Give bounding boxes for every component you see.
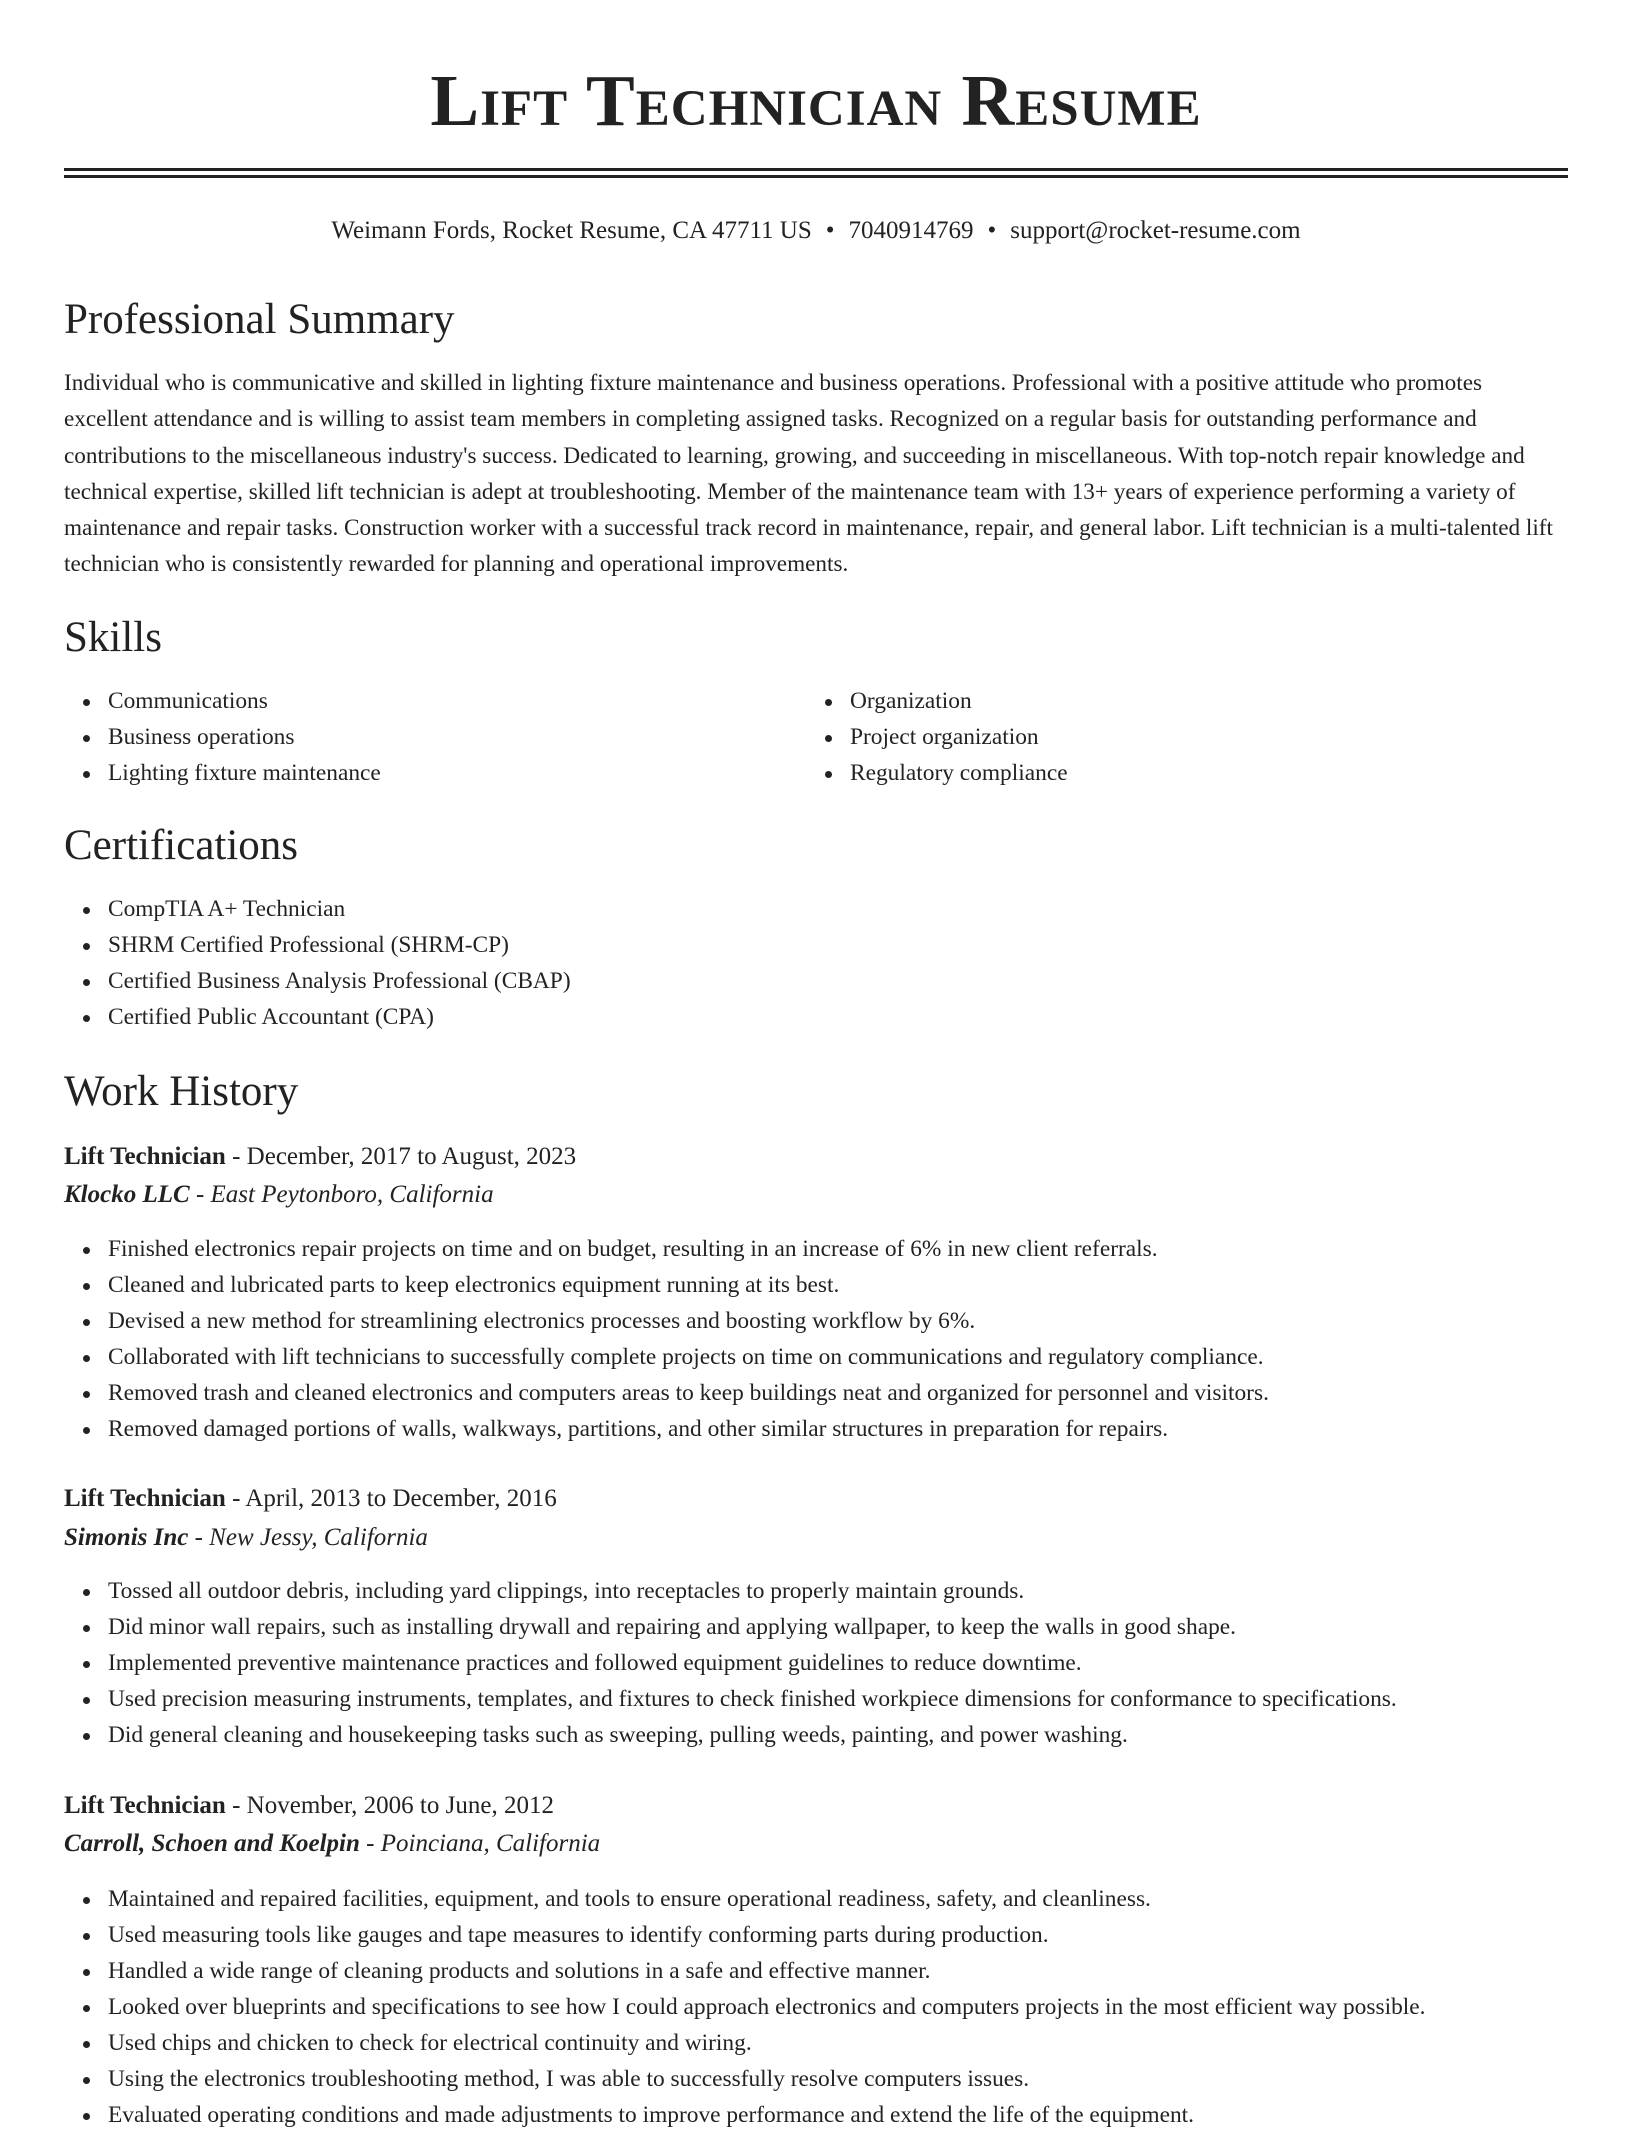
- certifications-heading: Certifications: [64, 822, 299, 869]
- job-dates: - April, 2013 to December, 2016: [225, 1485, 557, 1512]
- skill-item: Business operations: [64, 719, 381, 755]
- certification-item: Certified Public Accountant (CPA): [64, 999, 571, 1035]
- skills-list-right: [806, 683, 1068, 791]
- skill-item: Regulatory compliance: [806, 755, 1068, 791]
- job-title: Lift Technician: [64, 1485, 226, 1512]
- job-bullets: [64, 1231, 1269, 1447]
- job-employer-line: [64, 1826, 600, 1862]
- contact-separator: •: [987, 217, 997, 244]
- skills-heading: Skills: [64, 614, 162, 661]
- job-bullet: Did general cleaning and housekeeping tasks such as sweeping, pulling weeds, painting, and power washing.: [64, 1717, 1397, 1753]
- job-heading: [64, 1481, 557, 1517]
- job-dates: - December, 2017 to August, 2023: [225, 1143, 577, 1170]
- summary-text: Individual who is communicative and skilled in lighting fixture maintenance and business operations. Professional with a positive attitude who promotes excellent attendance and is willing to assist team members in completing assigned tasks. Recognized on a regular basis for outstanding performance and contributions to the miscellaneous industry's success. Dedicated to learning, growing, and succeeding in miscellaneous. With top-notch repair knowledge and technical expertise, skilled lift technician is adept at troubleshooting. Member of the maintenance team with 13+ years of experience performing a variety of maintenance and repair tasks. Construction worker with a successful track record in maintenance, repair, and general labor. Lift technician is a multi-talented lift technician who is consistently rewarded for planning and operational improvements.: [64, 370, 1553, 578]
- contact-line: [0, 214, 1632, 248]
- job-bullet: Devised a new method for streamlining electronics processes and boosting workflow by 6%.: [64, 1303, 1269, 1339]
- job-employer-line: [64, 1520, 428, 1556]
- job-bullet: Removed damaged portions of walls, walkways, partitions, and other similar structures in preparation for repairs.: [64, 1411, 1269, 1447]
- skill-item: Organization: [806, 683, 1068, 719]
- job-heading: [64, 1788, 554, 1824]
- contact-phone: 7040914769: [848, 217, 974, 244]
- job-bullet: Implemented preventive maintenance practices and followed equipment guidelines to reduce downtime.: [64, 1645, 1397, 1681]
- job-location: - East Peytonboro, California: [189, 1181, 494, 1208]
- job-heading: [64, 1139, 576, 1175]
- title-rule-bottom: [64, 175, 1568, 178]
- summary-heading: Professional Summary: [64, 296, 455, 343]
- job-bullet: Collaborated with lift technicians to successfully complete projects on time on communications and regulatory compliance.: [64, 1339, 1269, 1375]
- job-bullet: Tossed all outdoor debris, including yard clippings, into receptacles to properly maintain grounds.: [64, 1573, 1397, 1609]
- contact-email: support@rocket-resume.com: [1010, 217, 1301, 244]
- job-employer: Carroll, Schoen and Koelpin: [64, 1830, 360, 1857]
- job-bullet: Finished electronics repair projects on time and on budget, resulting in an increase of 6% in new client referrals.: [64, 1231, 1269, 1267]
- job-title: Lift Technician: [64, 1143, 226, 1170]
- job-location: - Poinciana, California: [359, 1830, 601, 1857]
- contact-address: Weimann Fords, Rocket Resume, CA 47711 US: [331, 217, 812, 244]
- skill-item: Communications: [64, 683, 381, 719]
- job-bullet: Maintained and repaired facilities, equipment, and tools to ensure operational readiness, safety, and cleanliness.: [64, 1881, 1426, 1917]
- job-bullet: Did minor wall repairs, such as installing drywall and repairing and applying wallpaper, to keep the walls in good shape.: [64, 1609, 1397, 1645]
- resume-title: Lift Technician Resume: [430, 60, 1202, 141]
- title-rule-top: [64, 168, 1568, 171]
- job-bullets: [64, 1881, 1426, 2133]
- skill-item: Lighting fixture maintenance: [64, 755, 381, 791]
- job-bullet: Removed trash and cleaned electronics and computers areas to keep buildings neat and organized for personnel and visitors.: [64, 1375, 1269, 1411]
- job-bullet: Used measuring tools like gauges and tape measures to identify conforming parts during production.: [64, 1917, 1426, 1953]
- job-bullet: Cleaned and lubricated parts to keep electronics equipment running at its best.: [64, 1267, 1269, 1303]
- job-employer: Klocko LLC: [64, 1181, 190, 1208]
- contact-separator: •: [825, 217, 835, 244]
- skill-item: Project organization: [806, 719, 1068, 755]
- job-employer: Simonis Inc: [64, 1524, 189, 1551]
- certification-item: CompTIA A+ Technician: [64, 891, 571, 927]
- job-bullet: Evaluated operating conditions and made adjustments to improve performance and extend the life of the equipment.: [64, 2097, 1426, 2133]
- job-employer-line: [64, 1177, 494, 1213]
- job-bullet: Used chips and chicken to check for electrical continuity and wiring.: [64, 2025, 1426, 2061]
- job-bullets: [64, 1573, 1397, 1753]
- job-bullet: Using the electronics troubleshooting method, I was able to successfully resolve computers issues.: [64, 2061, 1426, 2097]
- certification-item: SHRM Certified Professional (SHRM-CP): [64, 927, 571, 963]
- certifications-list: [64, 891, 571, 1035]
- job-dates: - November, 2006 to June, 2012: [225, 1792, 554, 1819]
- job-bullet: Looked over blueprints and specifications to see how I could approach electronics and computers projects in the most efficient way possible.: [64, 1989, 1426, 2025]
- work-history-heading: Work History: [64, 1068, 299, 1115]
- job-bullet: Used precision measuring instruments, templates, and fixtures to check finished workpiece dimensions for conformance to specifications.: [64, 1681, 1397, 1717]
- job-location: - New Jessy, California: [188, 1524, 428, 1551]
- job-title: Lift Technician: [64, 1792, 226, 1819]
- job-bullet: Handled a wide range of cleaning products and solutions in a safe and effective manner.: [64, 1953, 1426, 1989]
- certification-item: Certified Business Analysis Professional (CBAP): [64, 963, 571, 999]
- skills-list-left: [64, 683, 381, 791]
